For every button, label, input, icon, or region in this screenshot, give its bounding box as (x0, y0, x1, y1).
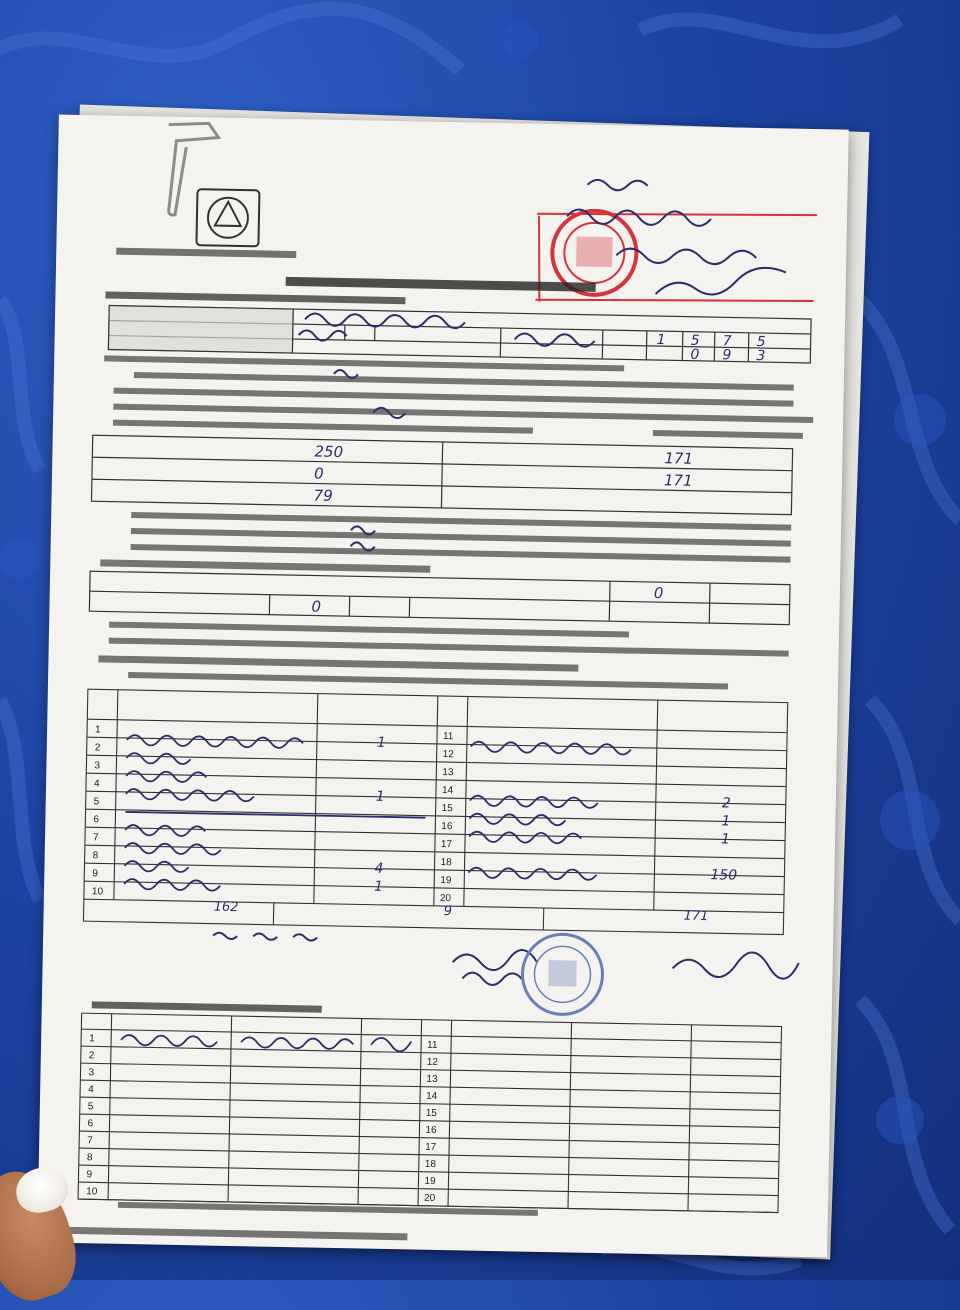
table-rule (358, 1018, 362, 1204)
party-vote-value: 2 (722, 795, 731, 811)
after-table-print-lines (100, 511, 791, 579)
row-number: 1 (95, 724, 101, 735)
table-rule (108, 1014, 112, 1200)
row-number: 12 (427, 1057, 439, 1068)
row-number: 2 (95, 742, 101, 753)
row-number: 1 (89, 1033, 95, 1044)
row-number: 20 (424, 1193, 436, 1204)
row-number: 19 (440, 875, 452, 886)
commission-seal (522, 934, 604, 1016)
row-number: 5 (88, 1101, 94, 1112)
row-number: 4 (88, 1084, 94, 1095)
row-number: 13 (426, 1074, 438, 1085)
total-valid-value: 162 (214, 900, 239, 915)
table-rule (418, 1020, 422, 1206)
row-number: 11 (427, 1040, 438, 1051)
received-stamp (535, 210, 817, 307)
table-rule (228, 1016, 232, 1202)
section-2-print-lines (103, 355, 814, 439)
row-number: 18 (425, 1159, 437, 1170)
code-digit: 5 (691, 333, 700, 349)
row-number: 3 (94, 760, 100, 771)
row-number: 7 (87, 1135, 93, 1146)
row-number: 6 (93, 814, 99, 825)
row-number: 2 (89, 1050, 95, 1061)
row-number: 9 (86, 1169, 92, 1180)
row-number: 16 (425, 1125, 437, 1136)
section-1-heading (105, 291, 405, 304)
party-vote-value: 1 (376, 789, 385, 805)
row-number: 6 (87, 1118, 93, 1129)
table-rule (568, 1023, 572, 1209)
party-vote-value: 1 (374, 879, 383, 895)
party-vote-value: 1 (377, 735, 386, 751)
form-drawing (37, 115, 849, 1258)
form-title (286, 277, 596, 292)
section-1-table (108, 306, 811, 363)
row-number: 13 (442, 767, 454, 778)
table-rule (314, 694, 318, 904)
party-votes-table (83, 689, 787, 934)
row-number: 18 (441, 857, 453, 868)
row-number: 12 (443, 749, 455, 760)
row-number: 7 (93, 832, 99, 843)
row-number: 8 (93, 850, 99, 861)
table-rule (654, 700, 658, 910)
row-number: 15 (442, 803, 454, 814)
ballots-in-box-value: 171 (664, 471, 693, 490)
code-digit: 1 (657, 332, 666, 348)
row-number: 11 (443, 731, 454, 742)
code-digit: 9 (722, 347, 731, 363)
row-number: 5 (94, 796, 100, 807)
table-rule (434, 696, 438, 906)
section-4-print-lines (98, 621, 789, 690)
row-number: 14 (426, 1091, 438, 1102)
table-rule (448, 1020, 452, 1206)
table-rule (464, 696, 468, 906)
party-vote-value: 1 (721, 813, 730, 829)
header-org-line (116, 248, 296, 258)
row-number: 19 (424, 1176, 436, 1187)
row-number: 16 (441, 821, 453, 832)
complaint-count: 0 (654, 584, 664, 602)
row-number: 15 (426, 1108, 438, 1119)
paper-clip (167, 123, 219, 216)
table-rule (114, 690, 118, 900)
party-vote-value: 4 (374, 861, 383, 877)
party-vote-value: 150 (710, 867, 737, 884)
row-number: 17 (425, 1142, 437, 1153)
row-number: 10 (92, 886, 104, 897)
agent-handwriting (121, 1033, 411, 1052)
code-digit: 3 (756, 348, 765, 364)
row-number: 20 (440, 893, 452, 904)
total-invalid-value: 9 (444, 904, 453, 919)
ballots-received-value: 250 (314, 442, 343, 461)
code-digit: 5 (757, 334, 766, 350)
row-number: 3 (88, 1067, 94, 1078)
row-number: 10 (86, 1186, 98, 1197)
ballots-unused-value: 79 (313, 486, 332, 504)
date-and-signatures (212, 933, 799, 991)
row-number: 9 (92, 868, 98, 879)
code-digit: 7 (723, 333, 732, 349)
total-in-box-value: 171 (683, 909, 708, 924)
form-sheet (37, 115, 849, 1258)
code-digit: 0 (690, 347, 699, 363)
row-number: 14 (442, 785, 454, 796)
section-5-heading (92, 1001, 322, 1012)
complaint-count: 0 (311, 597, 321, 615)
complaints-table (89, 571, 790, 624)
row-number: 17 (441, 839, 453, 850)
row-number: 8 (87, 1152, 93, 1163)
table-rule (688, 1025, 692, 1211)
emblem-icon (196, 189, 259, 246)
ballots-spoiled-value: 0 (314, 464, 324, 482)
voters-voted-value: 171 (664, 449, 693, 468)
row-number: 4 (94, 778, 100, 789)
party-vote-value: 1 (721, 831, 730, 847)
